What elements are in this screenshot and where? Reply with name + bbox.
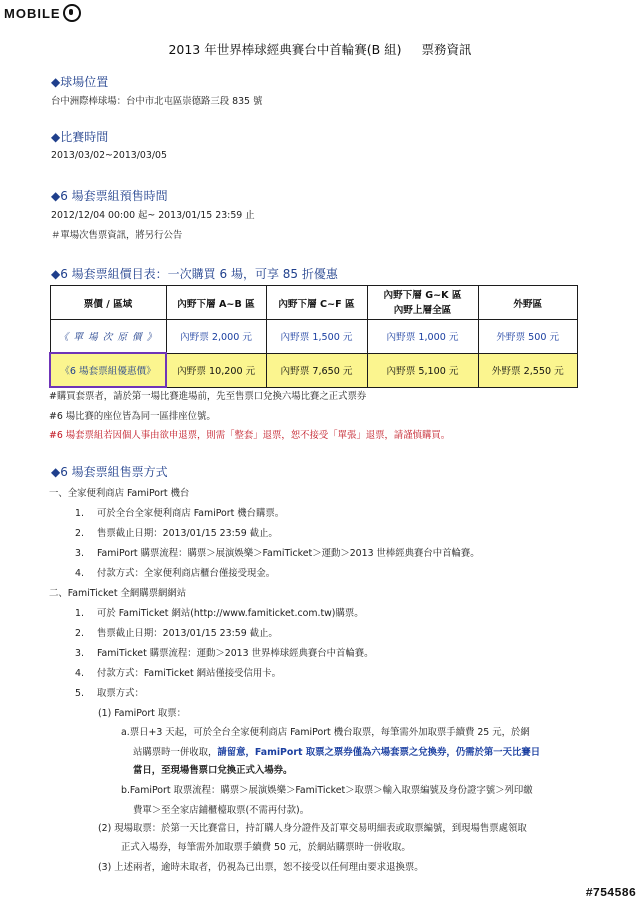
price-table <box>49 285 578 388</box>
price-note: #6 場比賽的座位皆為同一區排座位號。 <box>49 411 216 422</box>
pickup-note: (3) 上述兩者，逾時未取者，仍視為已出票，恕不接受以任何理由要求退換票。 <box>98 862 424 873</box>
header-cell: 外野區 <box>478 286 578 320</box>
price-heading: ◆6 場套票組價目表：一次購買 6 場，可享 85 折優惠 <box>51 267 338 281</box>
pickup-b-line: b.FamiPort 取票流程：購票＞展演娛樂＞FamiTicket＞取票＞輸入取票編號及身份證字號＞列印繳 <box>121 785 533 796</box>
venue-heading: ◆球場位置 <box>51 75 109 89</box>
table-row <box>50 320 578 354</box>
price-cell: 內野票 1,500 元 <box>266 320 367 354</box>
table-row <box>50 353 578 387</box>
row-label: 《 單 場 次 原 價 》 <box>50 320 166 354</box>
list-item: 4. 付款方式：FamiTicket 網站僅接受信用卡。 <box>75 668 281 679</box>
dates-heading: ◆比賽時間 <box>51 130 109 144</box>
price-cell: 內野票 7,650 元 <box>266 353 367 387</box>
header-cell: 內野下層 C~F 區 <box>266 286 367 320</box>
header-cell: 票價 / 區域 <box>50 286 166 320</box>
row-label: 《6 場套票組優惠價》 <box>50 353 166 387</box>
list-item: 3. FamiPort 購票流程：購票＞展演娛樂＞FamiTicket＞運動＞2013 世棒經典賽台中首輪賽。 <box>75 548 480 559</box>
site-logo <box>4 4 81 22</box>
logo-text: MOBILE <box>4 5 61 21</box>
presale-note: ＃單場次售票資訊，將另行公告 <box>51 230 183 241</box>
pickup-onsite-line: (2) 現場取票：於第一天比賽當日，持訂購人身分證件及訂單交易明細表或取票編號，到現場售票處領取 <box>98 823 527 834</box>
price-note: #購買套票者，請於第一場比賽進場前，先至售票口兌換六場比賽之正式票券 <box>49 391 367 402</box>
table-header-row <box>50 286 578 320</box>
watermark-id: #754586 <box>585 886 636 900</box>
price-cell: 外野票 2,550 元 <box>478 353 578 387</box>
price-cell: 內野票 5,100 元 <box>367 353 478 387</box>
list-item: 1. 可於 FamiTicket 網站(http://www.famiticket.com.tw)購票。 <box>75 608 364 619</box>
header-cell-line: 內野下層 G~K 區 <box>383 289 462 301</box>
price-cell: 內野票 2,000 元 <box>166 320 266 354</box>
list-item: 2. 售票截止日期：2013/01/15 23:59 截止。 <box>75 628 278 639</box>
pickup-b-line: 費單＞至全家店鋪櫃檯取票(不需再付款)。 <box>133 805 310 816</box>
list-item: 2. 售票截止日期：2013/01/15 23:59 截止。 <box>75 528 278 539</box>
logo-mark-icon <box>63 4 81 22</box>
list-item: 3. FamiTicket 購票流程：運動＞2013 世界棒球經典賽台中首輪賽。 <box>75 648 374 659</box>
pickup-onsite-line: 正式入場券，每筆需外加取票手續費 50 元，於網站購票時一併收取。 <box>121 842 411 853</box>
title-main: 2013 年世界棒球經典賽台中首輪賽(B 組) <box>168 42 402 57</box>
famiticket-title: 二、FamiTicket 全網購票網網站 <box>49 588 187 599</box>
price-cell: 內野票 1,000 元 <box>367 320 478 354</box>
pickup-a-line: a.票日+3 天起，可於全台全家便利商店 FamiPort 機台取票，每筆需外加取票手續費 25 元，於網 <box>121 727 530 738</box>
header-cell-line: 內野上層全區 <box>393 304 452 316</box>
price-note-warning: #6 場套票組若因個人事由欲申退票，則需「整套」退票，恕不接受「單張」退票，請謹慎購買。 <box>49 430 451 441</box>
price-cell: 外野票 500 元 <box>478 320 578 354</box>
header-cell-stacked <box>367 286 478 320</box>
presale-period: 2012/12/04 00:00 起~ 2013/01/15 23:59 止 <box>51 210 255 221</box>
familymart-title: 一、全家便利商店 FamiPort 機台 <box>49 488 190 499</box>
pickup-a-line-emphasis: 當日，至現場售票口兌換正式入場券。 <box>133 765 293 776</box>
price-cell: 內野票 10,200 元 <box>166 353 266 387</box>
list-item: 5. 取票方式： <box>75 688 144 699</box>
pickup-a-line: 站購票時一併收取，請留意，FamiPort 取票之票券僅為六場套票之兌換券，仍需於第一天比賽日 <box>133 747 541 758</box>
title-sub: 票務資訊 <box>421 42 472 57</box>
presale-heading: ◆6 場套票組預售時間 <box>51 189 168 203</box>
header-cell: 內野下層 A~B 區 <box>166 286 266 320</box>
list-item: 4. 付款方式：全家便利商店櫃台僅接受現金。 <box>75 568 276 579</box>
venue-text: 台中洲際棒球場：台中市北屯區崇德路三段 835 號 <box>51 96 263 107</box>
sales-heading: ◆6 場套票組售票方式 <box>51 465 168 479</box>
pickup-famiport-title: (1) FamiPort 取票： <box>98 708 186 719</box>
dates-text: 2013/03/02~2013/03/05 <box>51 150 167 161</box>
list-item: 1. 可於全台全家便利商店 FamiPort 機台購票。 <box>75 508 285 519</box>
page-title <box>0 40 640 58</box>
